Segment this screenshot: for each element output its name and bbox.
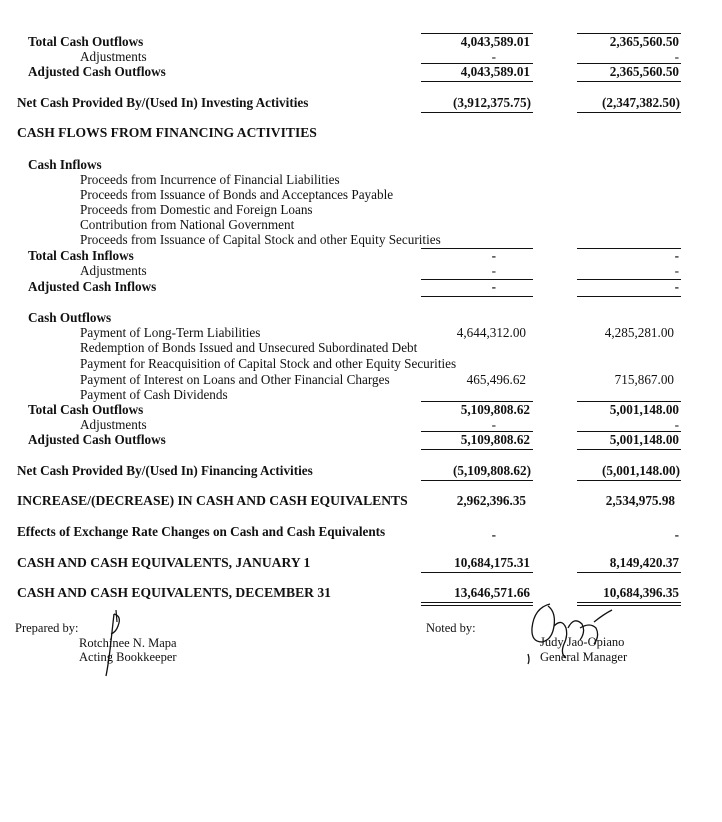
inflow-item: Proceeds from Issuance of Capital Stock and other Equity Securities [80,232,441,247]
inv-net-label: Net Cash Provided By/(Used In) Investing Activities [17,95,309,110]
increase-v1: 2,962,396.35 [456,493,526,508]
adjusted-cash-inflows-v1: - [491,279,496,294]
rule [577,449,681,450]
adjusted-cash-outflows-v1: 5,109,808.62 [460,432,530,447]
jan1-v1: 10,684,175.31 [454,555,530,570]
dec31-label: CASH AND CASH EQUIVALENTS, DECEMBER 31 [17,585,331,600]
increase-label: INCREASE/(DECREASE) IN CASH AND CASH EQUIVALENTS [17,493,408,508]
rule [421,605,533,606]
jan1-label: CASH AND CASH EQUIVALENTS, JANUARY 1 [17,555,311,570]
fin-net-v2: (5,001,148.00) [601,463,680,478]
total-cash-outflows-label: Total Cash Outflows [28,402,144,417]
outflow-adjustments-v1: - [491,417,496,432]
inflow-item: Proceeds from Incurrence of Financial Liabilities [80,172,340,187]
inv-total-outflows-v1: 4,043,589.01 [460,34,530,49]
dec31-v1: 13,646,571.66 [454,585,530,600]
inflow-item: Proceeds from Issuance of Bonds and Acceptances Payable [80,187,394,202]
rule [421,279,533,280]
outflow-item-v2: 715,867.00 [614,372,674,387]
rule [421,572,533,573]
fx-label: Effects of Exchange Rate Changes on Cash and Cash Equivalents [17,524,386,539]
rule [421,602,533,603]
outflow-adjustments-v2: - [674,417,679,432]
rule [577,572,681,573]
inv-adjusted-outflows-label: Adjusted Cash Outflows [28,64,166,79]
inv-total-outflows-v2: 2,365,560.50 [609,34,679,49]
fin-net-label: Net Cash Provided By/(Used In) Financing Activities [17,463,313,478]
prepared-by-name: Rotchinee N. Mapa [79,636,177,650]
rule [421,112,533,113]
outflow-item: Payment for Reacquisition of Capital Stock and other Equity Securities [80,356,457,371]
outflow-item: Payment of Cash Dividends [80,387,228,402]
inv-adjusted-outflows-v1: 4,043,589.01 [460,64,530,79]
rule [421,248,533,249]
rule [577,480,681,481]
fx-v2: - [674,527,679,542]
prepared-by-title: Acting Bookkeeper [79,650,177,664]
rule [421,296,533,297]
financing-heading: CASH FLOWS FROM FINANCING ACTIVITIES [17,125,317,140]
inflow-item: Contribution from National Government [80,217,295,232]
noted-by-label: Noted by: [426,621,476,635]
outflow-item: Payment of Long-Term Liabilities [80,325,261,340]
rule [577,81,681,82]
adjusted-cash-outflows-v2: 5,001,148.00 [609,432,679,447]
inv-adjusted-outflows-v2: 2,365,560.50 [609,64,679,79]
noted-by-name: Judy Jao-Opiano [540,635,625,649]
inflow-adjustments-v1: - [491,263,496,278]
rule [577,248,681,249]
bookkeeper-signature-icon [98,610,130,678]
rule [421,480,533,481]
outflow-item-v1: 4,644,312.00 [456,325,526,340]
prepared-by-label: Prepared by: [15,621,79,635]
inv-adjustments-v1: - [491,49,496,64]
total-cash-inflows-v2: - [674,248,679,263]
inv-adjustments-label: Adjustments [80,49,147,64]
dec31-v2: 10,684,396.35 [603,585,679,600]
increase-v2: 2,534,975.98 [605,493,675,508]
fx-v1: - [491,527,496,542]
inflow-adjustments-label: Adjustments [80,263,147,278]
jan1-v2: 8,149,420.37 [609,555,679,570]
noted-by-title: General Manager [540,650,628,664]
outflow-item-v1: 465,496.62 [466,372,526,387]
outflow-adjustments-label: Adjustments [80,417,147,432]
fin-net-v1: (5,109,808.62) [452,463,531,478]
outflow-item: Redemption of Bonds Issued and Unsecured Subordinated Debt [80,340,418,355]
rule [577,279,681,280]
inflow-adjustments-v2: - [674,263,679,278]
rule [421,449,533,450]
cash-inflows-heading: Cash Inflows [28,157,102,172]
inflow-item: Proceeds from Domestic and Foreign Loans [80,202,313,217]
total-cash-outflows-v2: 5,001,148.00 [609,402,679,417]
rule [577,112,681,113]
total-cash-inflows-v1: - [491,248,496,263]
adjusted-cash-inflows-v2: - [674,279,679,294]
cash-outflows-heading: Cash Outflows [28,310,112,325]
rule [577,296,681,297]
general-manager-signature-icon [524,598,616,668]
inv-adjustments-v2: - [674,49,679,64]
adjusted-cash-outflows-label: Adjusted Cash Outflows [28,432,166,447]
inv-total-outflows-label: Total Cash Outflows [28,34,144,49]
inv-net-v2: (2,347,382.50) [601,95,680,110]
outflow-item: Payment of Interest on Loans and Other Financial Charges [80,372,390,387]
total-cash-inflows-label: Total Cash Inflows [28,248,134,263]
outflow-item-v2: 4,285,281.00 [604,325,674,340]
inv-net-v1: (3,912,375.75) [452,95,531,110]
adjusted-cash-inflows-label: Adjusted Cash Inflows [28,279,157,294]
rule [421,81,533,82]
total-cash-outflows-v1: 5,109,808.62 [460,402,530,417]
